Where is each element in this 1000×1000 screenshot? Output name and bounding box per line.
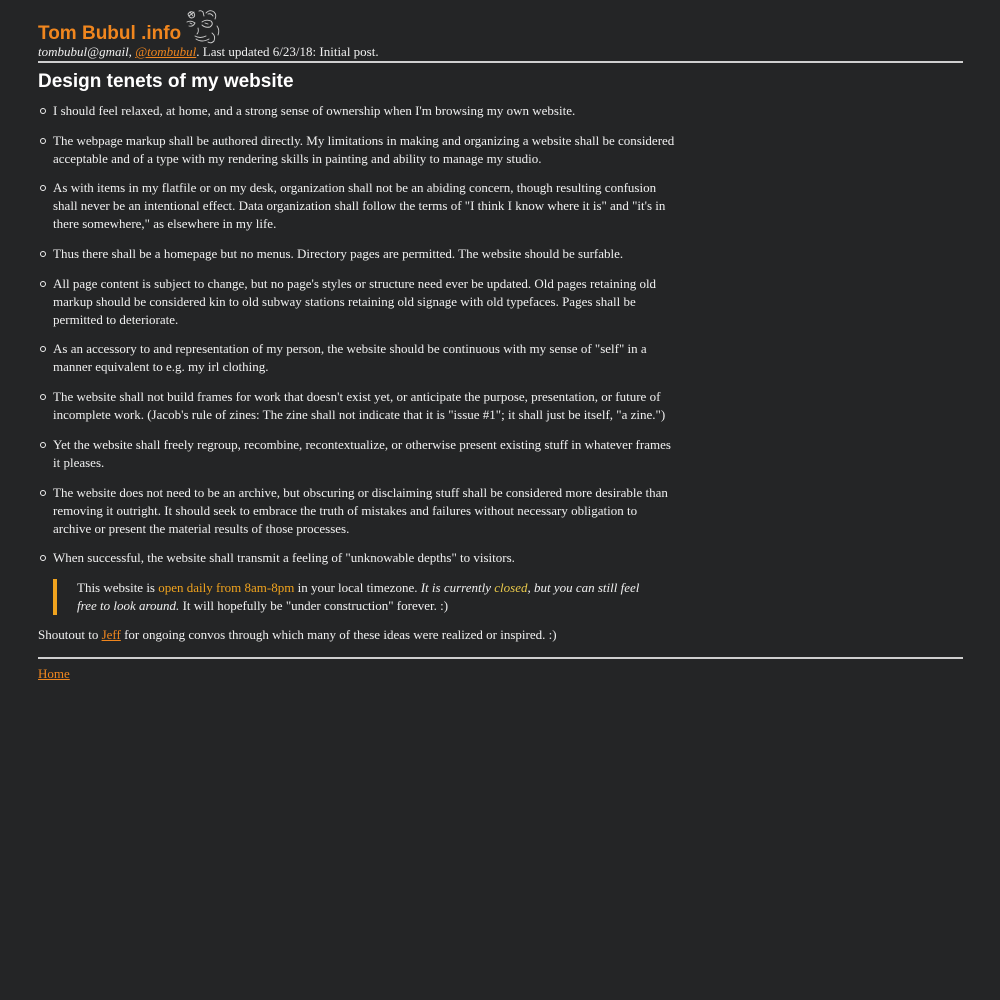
footer-divider [38,657,963,659]
list-item-text: As with items in my flatfile or on my desk, organization shall not be an abiding concern, though resulting confusion shall never be an intentional effect. Data organization shall follow the terms of "I think I know where it is" and "it's in there somewhere," as elsewhere in my life. [53,180,666,232]
callout-middle: in your local timezone. [294,580,421,596]
list-item [38,549,678,567]
shoutout-suffix: for ongoing convos through which many of these ideas were realized or inspired. :) [120,627,557,643]
circle-bullet-icon [40,555,46,561]
callout-currently: It is currently [420,580,495,596]
list-item [38,132,678,168]
email-text: tombubul@gmail, [38,44,132,59]
list-item-text: All page content is subject to change, but no page's styles or structure need ever be updated. Old pages retaining old markup should be considered kin to old subway stations retaining old signage with old typefaces. Pages shall be permitted to deteriorate. [53,275,657,327]
circle-bullet-icon [40,394,46,400]
shoutout-prefix: Shoutout to [38,627,102,643]
circle-bullet-icon [40,108,46,114]
list-item [38,340,678,376]
tenets-list [38,102,678,567]
page-title: Design tenets of my website [38,71,294,92]
circle-bullet-icon [40,281,46,287]
callout-prefix: This website is [77,580,159,596]
circle-bullet-icon [40,346,46,352]
circle-bullet-icon [40,251,46,257]
callout-still: , but you can still feel free to look around. [77,580,640,614]
open-hours-text: open daily from 8am-8pm [158,580,295,596]
footer [38,665,963,683]
list-item [38,484,678,538]
circle-bullet-icon [40,185,46,191]
circle-bullet-icon [40,490,46,496]
home-link[interactable]: Home [38,666,70,682]
last-updated-text: . Last updated 6/23/18: Initial post. [196,44,379,59]
list-item-text: As an accessory to and representation of my person, the website should be continuous with my sense of "self" in a manner equivalent to e.g. my irl clothing. [53,341,647,375]
page [38,0,963,683]
circle-bullet-icon [40,442,46,448]
list-item [38,179,678,233]
list-item-text: The webpage markup shall be authored directly. My limitations in making and organizing a website shall be considered acceptable and of a type with my rendering skills in painting and ability to manage my studio. [53,132,675,166]
list-item-text: When successful, the website shall transmit a feeling of "unknowable depths" to visitors. [53,550,515,566]
list-item [38,388,678,424]
list-item-text: The website shall not build frames for work that doesn't exist yet, or anticipate the purpose, presentation, or future of incomplete work. (Jacob's rule of zines: The zine shall not indicate that it is "issue #1"; it shall just be itself, "a zine.") [53,389,666,423]
byline [38,43,379,61]
hours-callout [53,579,657,615]
twitter-handle-link[interactable]: @tombubul [135,44,197,59]
header-divider [38,61,963,63]
jeff-link[interactable]: Jeff [101,627,121,643]
list-item [38,245,678,263]
list-item [38,102,678,120]
list-item-text: Thus there shall be a homepage but no menus. Directory pages are permitted. The website should be surfable. [53,246,624,262]
list-item-text: The website does not need to be an archive, but obscuring or disclaiming stuff shall be considered more desirable than removing it outright. It should seek to embrace the truth of mistakes and failures without necessary obligation to archive or present the material results of those processes. [53,484,668,536]
status-badge: closed [494,580,528,596]
callout-suffix: It will hopefully be "under construction" forever. :) [179,598,449,614]
shoutout [38,626,963,644]
list-item-text: I should feel relaxed, at home, and a strong sense of ownership when I'm browsing my own website. [53,103,576,118]
site-header [38,0,963,61]
face-sketch-logo-icon [184,8,224,46]
circle-bullet-icon [40,138,46,144]
list-item [38,436,678,472]
site-title-link[interactable]: Tom Bubul .info [38,23,182,44]
list-item [38,275,678,329]
list-item-text: Yet the website shall freely regroup, recombine, recontextualize, or otherwise present existing stuff in whatever frames it pleases. [53,436,671,470]
